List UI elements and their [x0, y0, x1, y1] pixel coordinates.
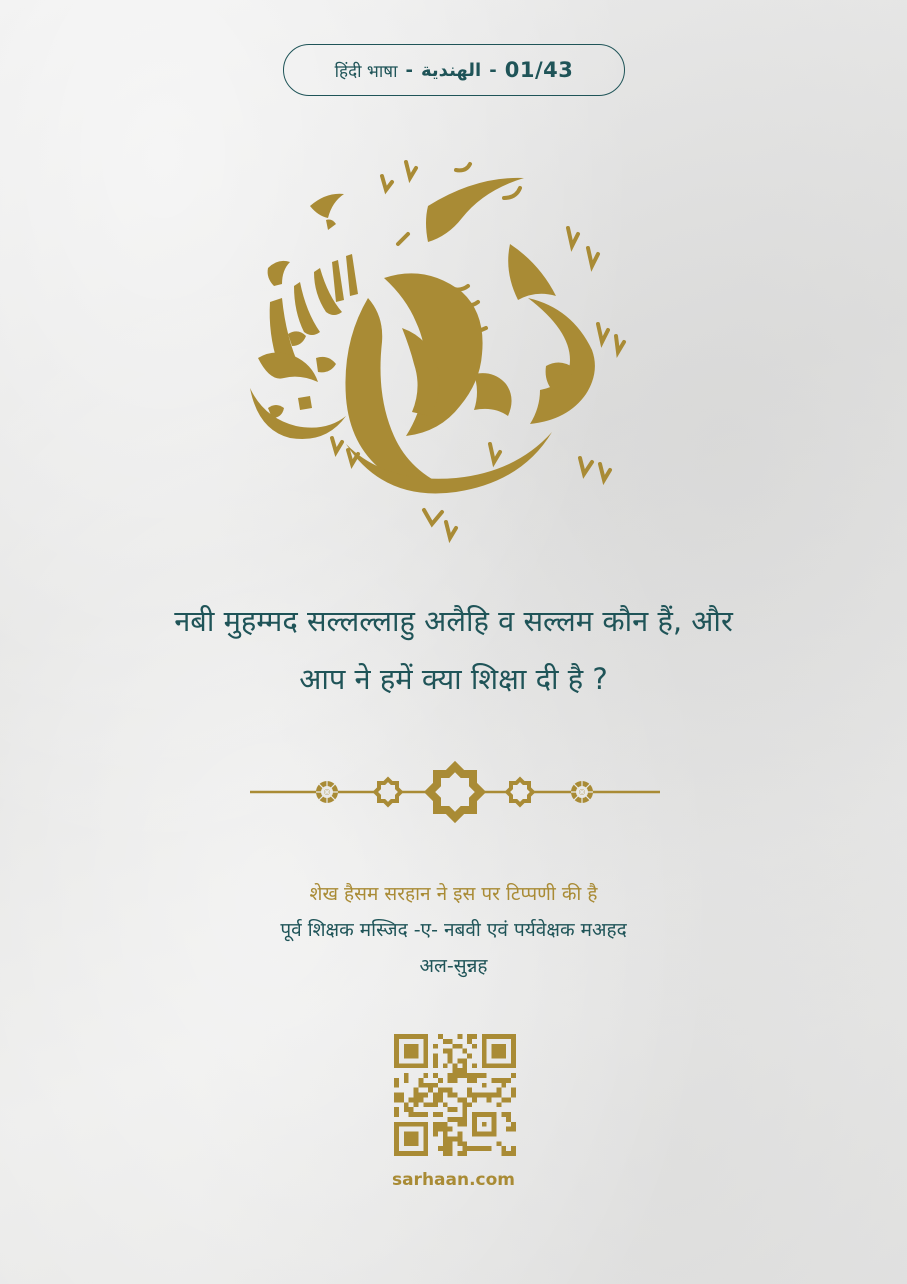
- separator: -: [489, 59, 497, 81]
- muhammad-calligraphy-icon: [228, 148, 648, 558]
- author-line: शेख हैसम सरहान ने इस पर टिप्पणी की है: [309, 883, 598, 905]
- separator: -: [405, 59, 413, 81]
- website-link[interactable]: sarhaan.com: [391, 1170, 516, 1190]
- author-title-line-continued: अल-सुन्नह: [419, 955, 488, 977]
- page-header-pill: [283, 44, 625, 96]
- language-label-arabic: الهندية: [421, 59, 482, 81]
- page-number: 01/43: [504, 58, 574, 82]
- language-label-hindi: हिंदी भाषा: [334, 61, 398, 82]
- star-divider-icon: [250, 755, 660, 829]
- qr-code-icon[interactable]: [394, 1034, 516, 1156]
- title-line-2: आप ने हमें क्या शिक्षा दी है ?: [299, 662, 608, 696]
- author-credits: [100, 876, 807, 984]
- page-title: [60, 592, 847, 708]
- author-title-line: पूर्व शिक्षक मस्जिद -ए- नबवी एवं पर्यवेक्षक मअहद: [280, 919, 627, 941]
- title-line-1: नबी मुहम्मद सल्लल्लाहु अलैहि व सल्लम कौन हैं, और: [174, 604, 733, 638]
